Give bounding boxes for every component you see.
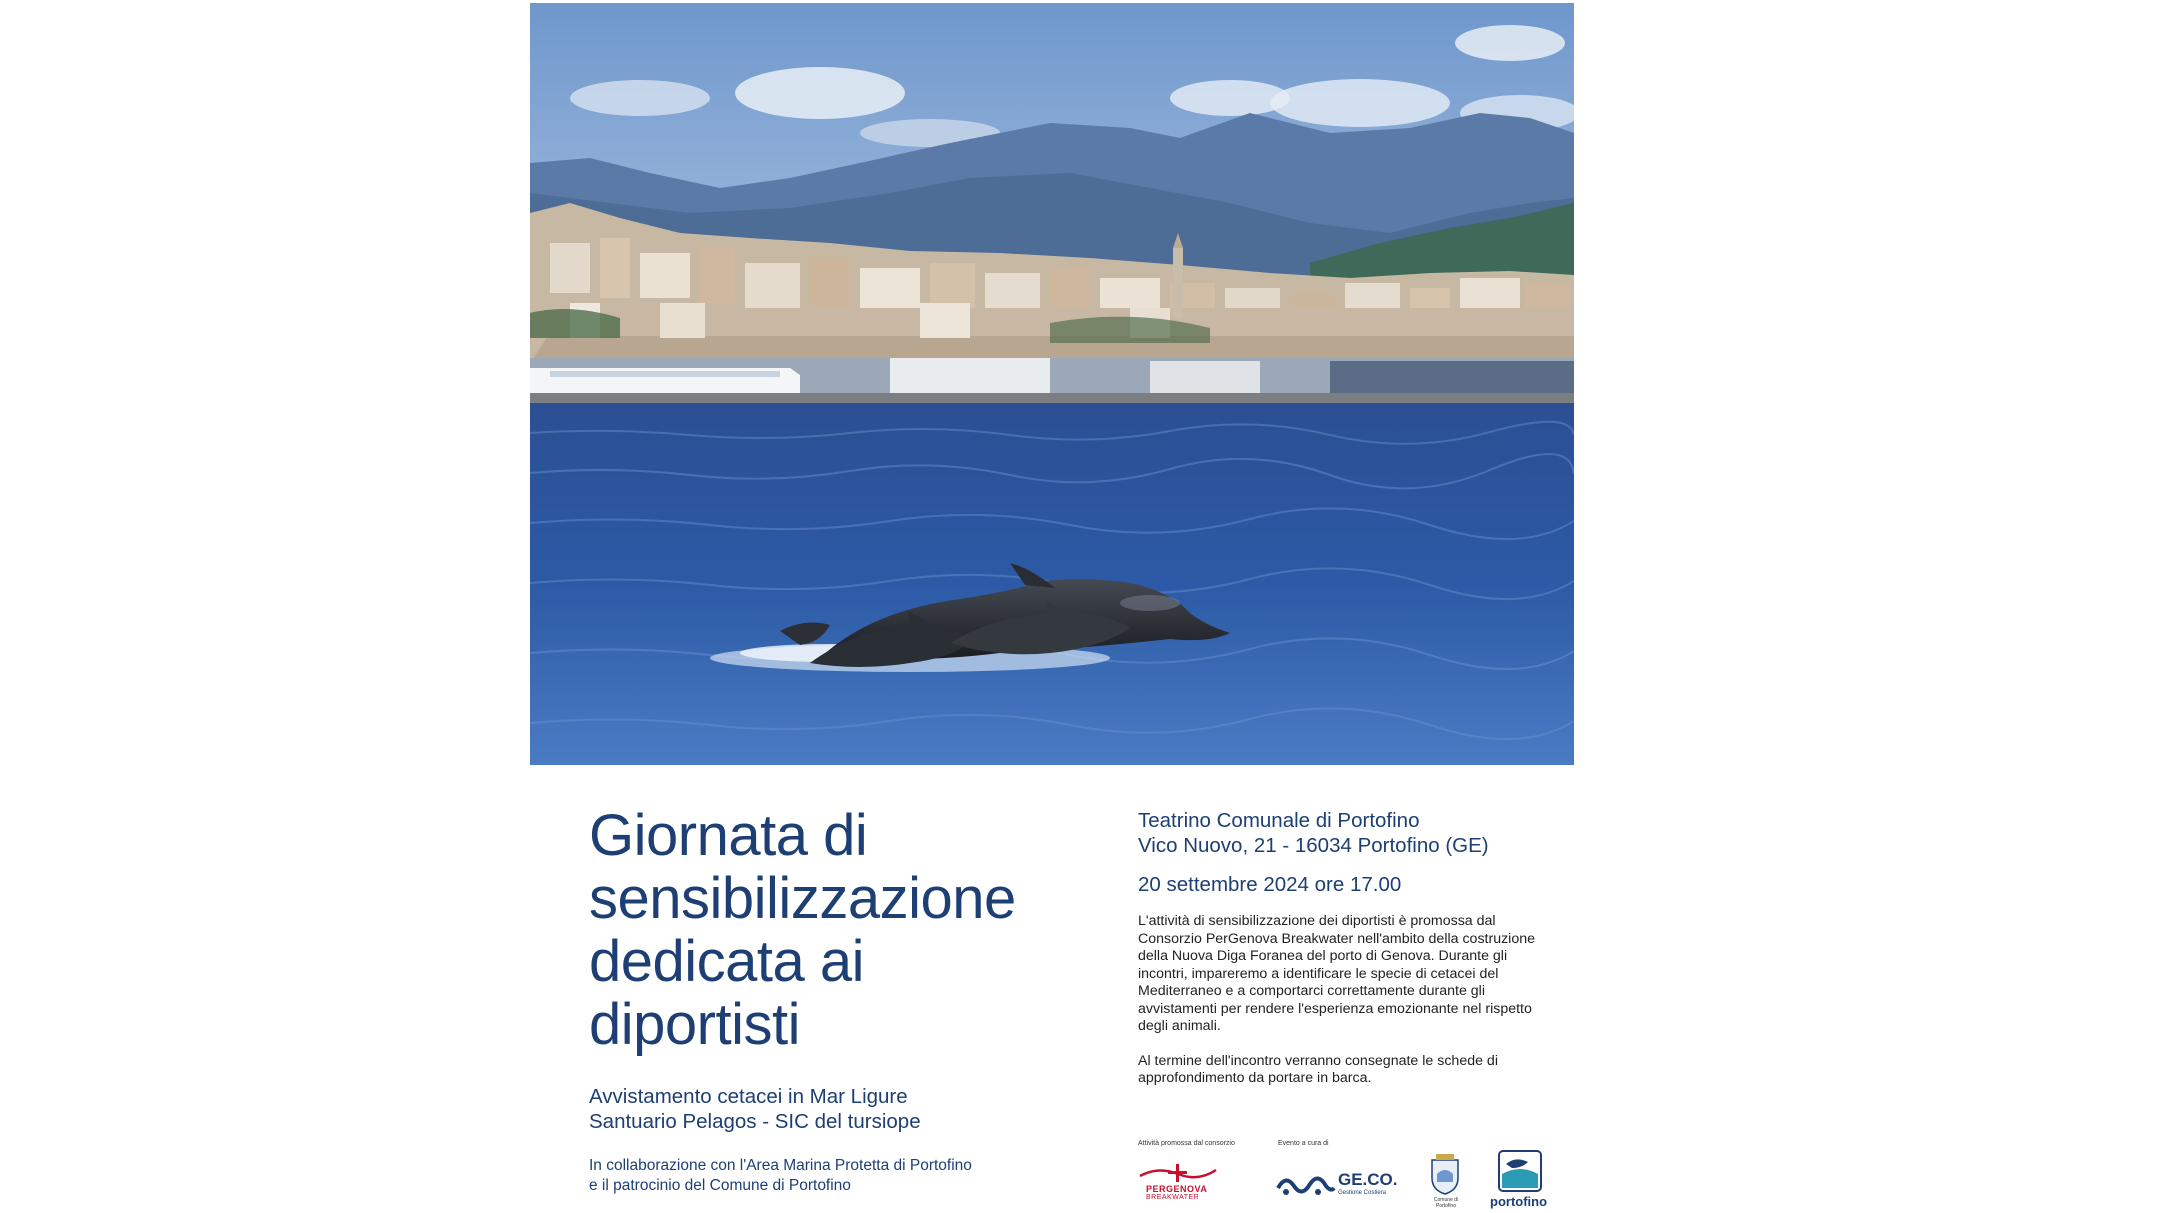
portofino-logo xyxy=(1488,1150,1558,1212)
crest-icon xyxy=(1428,1152,1462,1196)
venue-address: Teatrino Comunale di Portofino Vico Nuovo, 21 - 16034 Portofino (GE) xyxy=(1138,809,1489,857)
collaboration-note: In collaborazione con l'Area Marina Protetta di Portofino e il patrocinio del Comune di Portofino xyxy=(589,1157,972,1194)
right-column xyxy=(1138,808,1548,1105)
promoted-caption: Attività promossa dal consorzio xyxy=(1138,1140,1235,1147)
pergenova-wordmark: PERGENOVA xyxy=(1146,1184,1208,1194)
comune-crest xyxy=(1428,1152,1468,1212)
description-paragraph-1: L'attività di sensibilizzazione dei diportisti è promossa dal Consorzio PerGenova Breakwater nell'ambito della costruzione della Nuova Diga Foranea del porto di Genova. Durante gli incontri, impareremo a identificare le specie di cetacei del Mediterraneo e a comportarci correttamente durante gli avvistamenti per rendere l'esperienza emozionante nel rispetto degli animali. xyxy=(1138,913,1536,1034)
comune-caption: Comune di Portofino xyxy=(1433,1197,1459,1209)
dolphin-photo xyxy=(530,3,1574,765)
portofino-wordmark: portofino xyxy=(1490,1194,1548,1209)
geco-wave-icon xyxy=(1276,1170,1336,1200)
poster-title: Giornata di sensibilizzazione dedicata ai diportisti xyxy=(589,803,1016,1057)
event-date: 20 settembre 2024 ore 17.00 xyxy=(1138,873,1402,896)
pergenova-logo xyxy=(1138,1162,1218,1207)
description-paragraph-2: Al termine dell'incontro verranno consegnate le schede di approfondimento da portare in barca. xyxy=(1138,1052,1498,1086)
photo-illustration xyxy=(530,3,1574,765)
geco-subtitle: Gestione Costiera xyxy=(1338,1190,1387,1196)
logo-strip xyxy=(1138,1140,1558,1212)
geco-logo xyxy=(1276,1162,1406,1207)
geco-wordmark: GE.CO. xyxy=(1338,1170,1398,1189)
event-description xyxy=(1138,913,1548,1088)
organized-caption: Evento a cura di xyxy=(1278,1140,1329,1147)
pergenova-mark-icon xyxy=(1138,1162,1218,1184)
left-column xyxy=(589,804,1109,1196)
poster xyxy=(530,0,1574,1213)
portofino-fish-icon xyxy=(1498,1150,1542,1192)
breakwater-wordmark: BREAKWATER xyxy=(1146,1194,1200,1201)
poster-subtitle: Avvistamento cetacei in Mar Ligure Santuario Pelagos - SIC del tursiope xyxy=(589,1085,921,1133)
